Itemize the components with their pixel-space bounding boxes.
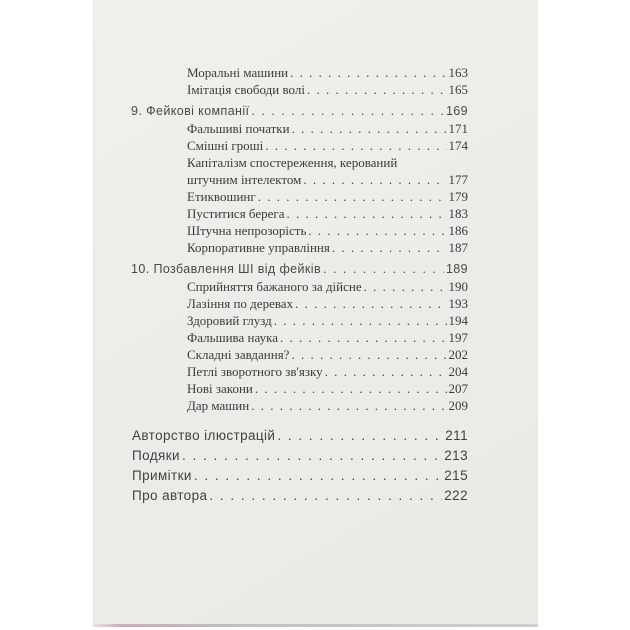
toc-entry <box>187 295 468 312</box>
toc-entry-label: Імітація свободи волі <box>187 82 305 97</box>
toc-page-number: 190 <box>448 279 468 294</box>
toc-entry-label: Примітки <box>132 468 192 483</box>
toc-page-number: 202 <box>448 347 468 362</box>
toc-entry <box>187 312 468 329</box>
toc-entry-label: 10. Позбавлення ШІ від фейків <box>131 262 321 276</box>
toc-entry-label: Капіталізм спостереження, керований <box>187 155 398 170</box>
toc-leader-dots <box>255 380 447 397</box>
toc-page-number: 187 <box>448 240 468 255</box>
toc-entry <box>131 103 468 120</box>
toc-entry <box>132 486 468 506</box>
toc-entry-label: Лазіння по деревах <box>187 296 294 311</box>
toc-entry-label: Фальшива наука <box>187 330 278 345</box>
toc-leader-dots <box>292 120 447 137</box>
toc-page-number: 222 <box>444 488 468 503</box>
toc-leader-dots <box>265 137 446 154</box>
toc-entry-label: Нові закони <box>187 381 253 396</box>
book-page <box>93 0 538 627</box>
toc-page-number: 171 <box>448 121 468 136</box>
toc-page-number: 186 <box>448 223 468 238</box>
toc-leader-dots <box>277 426 443 446</box>
toc-entry-label: Про автора <box>132 488 208 503</box>
toc-entry-label: Складні завдання? <box>187 347 290 362</box>
toc-leader-dots <box>323 261 444 278</box>
table-of-contents <box>131 64 468 414</box>
toc-entry <box>187 346 468 363</box>
toc-entry <box>187 154 468 171</box>
toc-leader-dots <box>251 397 446 414</box>
toc-leader-dots <box>307 81 447 98</box>
toc-leader-dots <box>290 64 446 81</box>
toc-leader-dots <box>209 486 442 506</box>
toc-entry <box>187 239 468 256</box>
toc-leader-dots <box>274 312 447 329</box>
toc-page-number: 209 <box>448 398 468 413</box>
toc-page-number: 207 <box>448 381 468 396</box>
toc-entry-label: Смішні гроші <box>187 138 264 153</box>
toc-leader-dots <box>332 239 447 256</box>
toc-entry <box>187 171 468 188</box>
toc-entry <box>187 188 468 205</box>
toc-entry <box>187 64 468 81</box>
toc-entry-label: Сприйняття бажаного за дійсне <box>187 279 362 294</box>
toc-entry-label: 9. Фейкові компанії <box>131 104 250 118</box>
toc-page-number: 204 <box>448 364 468 379</box>
toc-entry <box>187 205 468 222</box>
toc-entry <box>187 222 468 239</box>
toc-entry-label: Дар машин <box>187 398 250 413</box>
toc-entry <box>187 380 468 397</box>
toc-entry-label: Етиквошинг <box>187 189 256 204</box>
toc-entry-label: Штучна непрозорість <box>187 223 307 238</box>
toc-page-number: 193 <box>448 296 468 311</box>
toc-leader-dots <box>291 346 446 363</box>
toc-entry-label: Подяки <box>132 448 180 463</box>
toc-leader-dots <box>194 466 442 486</box>
toc-page-number: 169 <box>445 104 468 118</box>
toc-entry <box>187 278 468 295</box>
toc-page-number: 183 <box>448 206 468 221</box>
toc-leader-dots <box>280 329 447 346</box>
toc-page-number: 215 <box>444 468 468 483</box>
toc-entry <box>187 329 468 346</box>
toc-entry-label: Здоровий глузд <box>187 313 272 328</box>
toc-page-number: 179 <box>448 189 468 204</box>
toc-entry <box>187 363 468 380</box>
page-bottom-edge <box>94 624 538 627</box>
back-matter-list <box>132 426 468 506</box>
toc-page-number: 213 <box>444 448 468 463</box>
toc-entry <box>187 397 468 414</box>
toc-leader-dots <box>364 278 447 295</box>
toc-page-number: 177 <box>448 172 468 187</box>
toc-leader-dots <box>287 205 447 222</box>
toc-entry <box>132 446 468 466</box>
toc-entry <box>131 261 468 278</box>
toc-leader-dots <box>182 446 442 466</box>
toc-page-number: 163 <box>448 65 468 80</box>
toc-entry <box>187 137 468 154</box>
toc-page-number: 189 <box>445 262 468 276</box>
toc-entry-label: Корпоративне управління <box>187 240 330 255</box>
toc-entry-label: Моральні машини <box>187 65 289 80</box>
toc-page-number: 197 <box>448 330 468 345</box>
toc-leader-dots <box>295 295 446 312</box>
toc-page-number: 174 <box>448 138 468 153</box>
toc-leader-dots <box>251 103 444 120</box>
toc-page-number: 165 <box>448 82 468 97</box>
toc-leader-dots <box>325 363 447 380</box>
toc-entry-label: Пуститися берега <box>187 206 285 221</box>
toc-entry-label: Петлі зворотного зв'язку <box>187 364 323 379</box>
toc-entry <box>132 426 468 446</box>
toc-entry-label: Фальшиві початки <box>187 121 290 136</box>
toc-page-number: 211 <box>445 428 468 443</box>
toc-leader-dots <box>308 222 446 239</box>
toc-page-number: 194 <box>448 313 468 328</box>
toc-entry <box>132 466 468 486</box>
toc-entry-label: штучним інтелектом <box>187 172 302 187</box>
toc-entry-label: Авторство ілюстрацій <box>132 428 276 443</box>
toc-leader-dots <box>258 188 447 205</box>
toc-leader-dots <box>303 171 446 188</box>
toc-entry <box>187 120 468 137</box>
toc-entry <box>187 81 468 98</box>
